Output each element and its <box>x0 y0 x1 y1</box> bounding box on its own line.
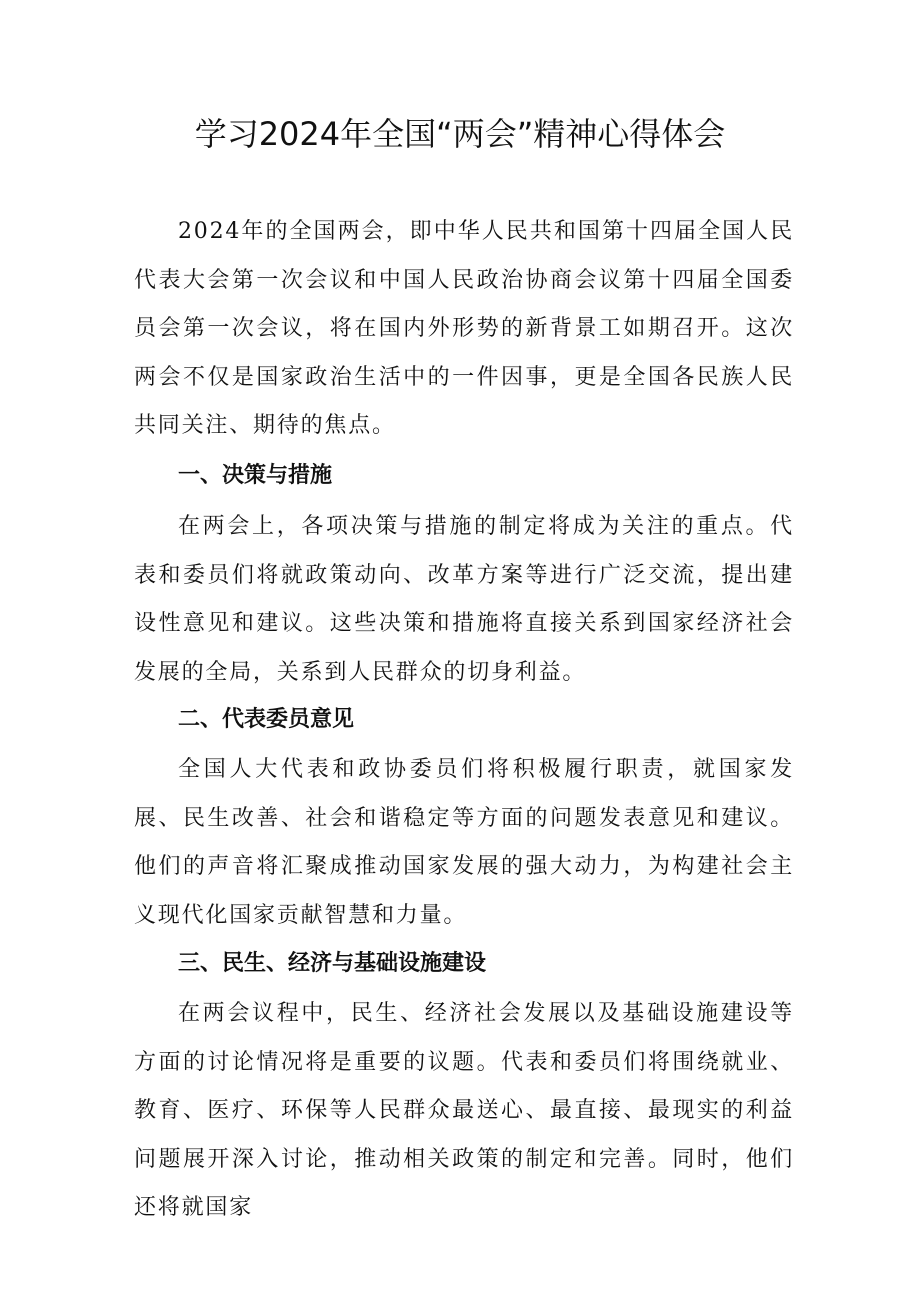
intro-paragraph: 2024年的全国两会，即中华人民共和国第十四届全国人民代表大会第一次会议和中国人民政治协商会议第十四届全国委员会第一次会议，将在国内外形势的新背景工如期召开。这次两会不仅是国家政治生活中的一件因事，更是全国各民族人民共同关注、期待的焦点。 <box>134 219 794 438</box>
document-title: 学习2024年全国“两会”精神心得体会 <box>194 115 726 153</box>
section-paragraph-opinions: 全国人大代表和政协委员们将积极履行职责，就国家发展、民生改善、社会和谐稳定等方面的问题发表意见和建议。他们的声音将汇聚成推动国家发展的强大动力，为构建社会主义现代化国家贡献智慧和力量。 <box>134 757 794 928</box>
section-heading-opinions: 二、代表委员意见 <box>178 707 355 732</box>
section-paragraph-livelihood: 在两会议程中，民生、经济社会发展以及基础设施建设等方面的讨论情况将是重要的议题。代表和委员们将围绕就业、教育、医疗、环保等人民群众最送心、最直接、最现实的利益问题展开深入讨论，推动相关政策的制定和完善。同时，他们还将就国家 <box>134 1001 794 1220</box>
section-paragraph-policy: 在两会上，各项决策与措施的制定将成为关注的重点。代表和委员们将就政策动向、改革方案等进行广泛交流，提出建设性意见和建议。这些决策和措施将直接关系到国家经济社会发展的全局，关系到人民群众的切身利益。 <box>134 514 794 685</box>
section-heading-policy: 一、决策与措施 <box>178 463 333 488</box>
section-heading-livelihood: 三、民生、经济与基础设施建设 <box>178 951 487 976</box>
